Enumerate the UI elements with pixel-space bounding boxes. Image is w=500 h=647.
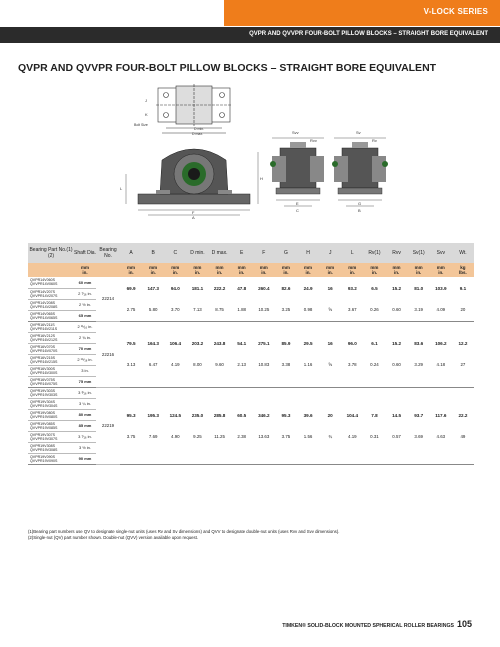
dimension-cell — [408, 387, 430, 464]
dimension-imperial: 0.31 — [370, 433, 379, 439]
subtitle-text: QVPR AND QVVPR FOUR-BOLT PILLOW BLOCKS – STRAIGHT BORE EQUIVALENT — [249, 31, 488, 37]
shaft-dia: 3 in. — [74, 365, 96, 376]
column-header: D max. — [209, 243, 231, 263]
dimension-metric: 104.4 — [346, 412, 359, 418]
part-number: QVPR16V075S QVVPR16V075S — [28, 376, 74, 387]
column-header: Sv(1) — [408, 243, 430, 263]
front-view — [138, 149, 250, 204]
unit-metric: mm — [80, 265, 89, 270]
dimension-metric: 24.9 — [303, 285, 313, 291]
shaft-dia: 2 ¾ in. — [74, 332, 96, 343]
pillow-block-diagram — [120, 82, 390, 232]
table-header-row — [28, 243, 474, 263]
shaft-dia: 3 ⁷⁄₁₆ in. — [74, 431, 96, 442]
column-header: L — [341, 243, 363, 263]
dimension-metric: 285.8 — [213, 412, 226, 418]
part-number: QVPR19V307S QVVPR19V307S — [28, 431, 74, 442]
dimension-metric: 181.1 — [191, 285, 204, 291]
dimension-cell — [319, 277, 341, 321]
dimension-metric: 94.0 — [170, 285, 180, 291]
label-a: A — [192, 215, 195, 220]
page-number: 105 — [456, 619, 472, 629]
dimension-imperial: 3.19 — [414, 306, 423, 312]
dimension-cell — [408, 321, 430, 387]
dimension-cell — [164, 277, 186, 321]
dimension-cell — [408, 277, 430, 321]
part-number: QVPR16V215S QVVPR16V215S — [28, 354, 74, 365]
dimension-cell — [142, 387, 164, 464]
dimension-metric: 29.5 — [303, 341, 313, 346]
dimension-cell — [386, 321, 408, 387]
unit-cell — [408, 263, 430, 277]
dimension-cell — [142, 277, 164, 321]
dimension-cell — [120, 321, 142, 387]
dimension-cell — [275, 277, 297, 321]
unit-metric: mm — [127, 265, 136, 270]
column-header: C — [164, 243, 186, 263]
dimension-metric: 83.6 — [414, 341, 424, 346]
unit-cell — [120, 263, 142, 277]
page-title: QVPR AND QVVPR FOUR-BOLT PILLOW BLOCKS – STRAIGHT BORE EQUIVALENT — [18, 62, 437, 74]
dimension-imperial: 4.19 — [171, 362, 180, 367]
series-title: V-LOCK SERIES — [423, 7, 488, 16]
dimension-imperial: ⅝ — [328, 362, 333, 367]
unit-imperial: in. — [393, 270, 400, 275]
dimension-imperial: ¾ — [328, 433, 333, 439]
part-number: QVPR19V090S QVVPR19V090S — [28, 453, 74, 464]
footer-text: TIMKEN® SOLID-BLOCK MOUNTED SPHERICAL ROLLER BEARINGS — [282, 623, 454, 629]
part-number: QVPR16V070S QVVPR16V070S — [28, 343, 74, 354]
dimension-metric: 203.2 — [191, 341, 204, 346]
dimension-metric: 79.5 — [126, 341, 136, 346]
dimension-cell — [341, 277, 363, 321]
shaft-dia: 85 mm — [74, 420, 96, 431]
label-sv: Sv — [356, 130, 361, 135]
dimension-imperial: 27 — [460, 362, 466, 367]
dimension-cell — [430, 321, 452, 387]
dimension-imperial: 1.88 — [237, 306, 246, 312]
shaft-dia: 90 mm — [74, 453, 96, 464]
dimension-metric: 54.1 — [237, 341, 247, 346]
unit-cell — [164, 263, 186, 277]
unit-cell — [142, 263, 164, 277]
dimension-metric: 147.3 — [147, 285, 159, 291]
dimension-cell — [275, 387, 297, 464]
column-header: Rvv — [386, 243, 408, 263]
dimension-imperial: 20 — [460, 306, 466, 312]
unit-metric: mm — [392, 265, 401, 270]
dimension-imperial: 4.63 — [436, 433, 446, 439]
dimension-metric: 15.2 — [392, 341, 402, 346]
dimension-cell — [386, 277, 408, 321]
unit-metric: mm — [348, 265, 357, 270]
bearing-no: 22219 — [96, 387, 120, 464]
dimension-metric: 95.3 — [281, 412, 291, 418]
dimension-cell — [275, 321, 297, 387]
dimension-cell — [164, 387, 186, 464]
column-header: H — [297, 243, 319, 263]
dimension-metric: 346.2 — [258, 412, 270, 418]
dimension-cell — [209, 387, 231, 464]
unit-metric: mm — [215, 265, 224, 270]
dimension-cell — [430, 387, 452, 464]
bearing-no: 22216 — [96, 321, 120, 387]
column-header: G — [275, 243, 297, 263]
unit-metric: mm — [414, 265, 423, 270]
shaft-dia: 3 ¼ in. — [74, 398, 96, 409]
dimension-cell — [297, 387, 319, 464]
dimension-metric: 243.8 — [213, 341, 226, 346]
unit-cell — [209, 263, 231, 277]
label-rv: Rv — [372, 138, 377, 143]
dimension-cell — [386, 387, 408, 464]
dimension-imperial: 0.26 — [370, 306, 379, 312]
dimension-metric: 47.8 — [237, 285, 247, 291]
dimension-imperial: 4.09 — [436, 306, 446, 312]
dimension-imperial: 0.24 — [370, 362, 379, 367]
dimension-imperial: 0.57 — [392, 433, 401, 439]
dimension-metric: 106.2 — [435, 341, 447, 346]
dimension-metric: 235.0 — [191, 412, 204, 418]
unit-metric: mm — [171, 265, 180, 270]
dimension-metric: 85.9 — [281, 341, 291, 346]
dimension-cell — [341, 321, 363, 387]
label-rvv: Rvv — [310, 138, 317, 143]
column-header: F — [253, 243, 275, 263]
unit-imperial: in. — [261, 270, 267, 275]
dimension-cell — [363, 277, 385, 321]
unit-cell — [231, 263, 253, 277]
label-bolt: Bolt Size — [134, 123, 148, 127]
dimension-imperial: 0.60 — [392, 362, 401, 367]
column-header: B — [142, 243, 164, 263]
dimension-cell — [297, 277, 319, 321]
part-number: QVPR16V211S QVVPR16V211S — [28, 321, 74, 332]
series-bar — [224, 0, 500, 26]
dimension-cell — [231, 277, 253, 321]
table-body — [28, 277, 474, 464]
unit-cell — [297, 263, 319, 277]
dimension-imperial: 3.75 — [281, 433, 291, 439]
dimension-imperial: 3.38 — [281, 362, 291, 367]
part-number: QVPR19V308S QVVPR19V308S — [28, 442, 74, 453]
dimension-cell — [186, 387, 208, 464]
dimension-cell — [341, 387, 363, 464]
label-j: J — [145, 98, 147, 103]
unit-cell — [253, 263, 275, 277]
dimension-cell — [430, 277, 452, 321]
dimension-cell — [319, 387, 341, 464]
unit-metric: kg — [460, 265, 466, 270]
dimension-imperial: 4.90 — [171, 433, 180, 439]
dimension-metric: 103.9 — [435, 285, 447, 291]
dimension-imperial: 2.38 — [237, 433, 246, 439]
shaft-dia: 2 ¹¹⁄₁₆ in. — [74, 321, 96, 332]
column-header: Shaft Dia. — [74, 243, 96, 263]
unit-metric: mm — [326, 265, 335, 270]
dimension-imperial: 3.13 — [126, 362, 136, 367]
dimension-metric: 275.1 — [258, 341, 270, 346]
dimension-metric: 9.1 — [459, 285, 467, 291]
series-header — [0, 0, 500, 26]
unit-imperial: in. — [416, 270, 422, 275]
dimension-metric: 7.8 — [371, 412, 378, 418]
dimension-imperial: 49 — [460, 433, 466, 439]
dimension-metric: 164.3 — [147, 341, 159, 346]
column-header: Bearing Part No.(1)(2) — [28, 243, 74, 263]
shaft-dia: 3 ½ in. — [74, 442, 96, 453]
dimension-cell — [319, 321, 341, 387]
footnote-1: (1)Bearing part numbers use QV to designate single-nut units (uses Rv and Sv dimensions) and QVV to designate double-nut units (uses Rvv and Svv dimensions). — [28, 529, 340, 534]
dimension-cell — [297, 321, 319, 387]
dimension-metric: 15.2 — [392, 285, 402, 291]
dimension-metric: 124.5 — [169, 412, 182, 418]
unit-imperial: lbs. — [459, 270, 467, 275]
label-b: B — [358, 208, 361, 213]
dimension-imperial: 7.13 — [193, 306, 202, 312]
dimension-cell — [186, 321, 208, 387]
unit-imperial: in. — [128, 270, 134, 275]
dimension-imperial: 4.19 — [348, 433, 357, 439]
dimension-imperial: 3.75 — [126, 433, 136, 439]
column-header: J — [319, 243, 341, 263]
dimension-metric: 82.6 — [281, 285, 291, 291]
dimension-metric: 95.3 — [126, 412, 136, 418]
unit-imperial: in. — [349, 270, 355, 275]
column-header: Rv(1) — [363, 243, 385, 263]
column-header: Wt. — [452, 243, 474, 263]
column-header: Svv — [430, 243, 452, 263]
column-header: E — [231, 243, 253, 263]
dimension-imperial: 9.60 — [215, 362, 224, 367]
page-footer — [282, 619, 472, 629]
dimension-cell — [164, 321, 186, 387]
dimension-imperial: 7.69 — [148, 433, 158, 439]
dimension-metric: 12.2 — [458, 341, 468, 346]
part-number: QVPR14V065S QVVPR14V065S — [28, 310, 74, 321]
dimension-imperial: 3.78 — [348, 362, 357, 367]
dimension-cell — [253, 277, 275, 321]
dimension-cell — [452, 387, 474, 464]
unit-cell — [96, 263, 120, 277]
unit-imperial: in. — [82, 270, 88, 275]
dimension-cell — [253, 387, 275, 464]
unit-cell — [363, 263, 385, 277]
dimension-metric: 20 — [327, 412, 333, 418]
dimension-metric: 69.9 — [126, 285, 136, 291]
unit-cell — [186, 263, 208, 277]
part-number: QVPR19V303S QVVPR19V303S — [28, 387, 74, 398]
dimension-metric: 93.7 — [414, 412, 424, 418]
unit-imperial: in. — [327, 270, 333, 275]
dimension-imperial: 3.69 — [414, 433, 423, 439]
part-number: QVPR14V208S QVVPR14V208S — [28, 299, 74, 310]
dimension-imperial: ⅝ — [328, 306, 333, 312]
dimension-cell — [253, 321, 275, 387]
dimension-metric: 22.2 — [458, 412, 468, 418]
dimension-imperial: 11.25 — [214, 433, 225, 439]
unit-metric: mm — [237, 265, 246, 270]
unit-imperial: in. — [305, 270, 311, 275]
dimension-imperial: 5.80 — [148, 306, 158, 312]
shaft-dia: 2 ⁷⁄₁₆ in. — [74, 288, 96, 299]
dimension-imperial: 10.83 — [258, 362, 270, 367]
label-h: H — [260, 176, 263, 181]
dimension-metric: 93.2 — [347, 285, 357, 291]
part-number: QVPR16V300S QVVPR16V300S — [28, 365, 74, 376]
dimension-cell — [452, 321, 474, 387]
shaft-dia: 3 ³⁄₁₆ in. — [74, 387, 96, 398]
part-number: QVPR19V085S QVVPR19V085S — [28, 420, 74, 431]
label-svv: Svv — [292, 130, 299, 135]
table-row — [28, 387, 474, 398]
unit-cell — [275, 263, 297, 277]
part-number: QVPR19V080S QVVPR19V080S — [28, 409, 74, 420]
unit-metric: mm — [436, 265, 445, 270]
dimension-imperial: 8.75 — [215, 306, 224, 312]
unit-imperial: in. — [194, 270, 201, 275]
dimension-cell — [231, 321, 253, 387]
dimension-metric: 39.6 — [303, 412, 313, 418]
unit-metric: mm — [281, 265, 290, 270]
label-d-max: D max. — [192, 132, 204, 136]
shaft-dia: 65 mm — [74, 310, 96, 321]
dimension-metric: 106.4 — [169, 341, 182, 346]
dimension-metric: 195.3 — [147, 412, 159, 418]
label-e: E — [296, 201, 299, 206]
unit-metric: mm — [259, 265, 268, 270]
dimension-imperial: 0.98 — [303, 306, 313, 312]
dimension-imperial: 8.00 — [193, 362, 202, 367]
dimension-cell — [231, 387, 253, 464]
unit-imperial: in. — [283, 270, 289, 275]
dimension-imperial: 1.16 — [303, 362, 313, 367]
dimension-imperial: 9.25 — [193, 433, 202, 439]
label-f: F — [192, 210, 195, 215]
column-header: A — [120, 243, 142, 263]
side-view-double — [332, 142, 388, 194]
dimension-cell — [363, 321, 385, 387]
dimension-metric: 96.0 — [347, 341, 357, 346]
unit-imperial: in. — [239, 270, 245, 275]
bearing-no: 22214 — [96, 277, 120, 321]
shaft-dia: 60 mm — [74, 277, 96, 288]
dimension-cell — [363, 387, 385, 464]
part-number: QVPR16V212S QVVPR16V212S — [28, 332, 74, 343]
dimension-cell — [142, 321, 164, 387]
label-c: C — [296, 208, 299, 213]
dimension-metric: 16 — [327, 285, 333, 291]
footnote-2: (2)Single-nut (QV) part number shown. Double-nut (QVV) version available upon request. — [28, 535, 199, 540]
dimension-imperial: 13.63 — [258, 433, 270, 439]
subtitle-bar — [0, 27, 500, 43]
dimension-imperial: 10.25 — [258, 306, 270, 312]
label-k: K — [145, 112, 148, 117]
column-header: Bearing No. — [96, 243, 120, 263]
unit-cell — [341, 263, 363, 277]
unit-cell — [28, 263, 74, 277]
dimension-imperial: 6.47 — [148, 362, 158, 367]
dimension-cell — [120, 387, 142, 464]
unit-cell — [386, 263, 408, 277]
dimension-metric: 6.1 — [371, 341, 378, 346]
dimension-metric: 222.2 — [213, 285, 226, 291]
table-row — [28, 321, 474, 332]
dimension-cell — [120, 277, 142, 321]
dimension-metric: 260.4 — [258, 285, 270, 291]
dimension-metric: 117.6 — [435, 412, 447, 418]
shaft-dia: 70 mm — [74, 343, 96, 354]
footnotes — [28, 529, 339, 541]
label-d-min: D min. — [194, 127, 205, 131]
part-number: QVPR14V207S QVVPR14V207S — [28, 288, 74, 299]
unit-metric: mm — [304, 265, 313, 270]
dimensions-table — [28, 243, 474, 465]
dimension-metric: 81.0 — [414, 285, 424, 291]
column-header: D min. — [186, 243, 208, 263]
unit-cell — [452, 263, 474, 277]
top-view — [156, 84, 232, 133]
dimension-metric: 60.5 — [237, 412, 247, 418]
shaft-dia: 75 mm — [74, 376, 96, 387]
unit-imperial: in. — [150, 270, 156, 275]
dimension-metric: 16 — [327, 341, 333, 346]
unit-imperial: in. — [371, 270, 378, 275]
unit-imperial: in. — [216, 270, 223, 275]
dimension-cell — [186, 277, 208, 321]
unit-metric: mm — [370, 265, 379, 270]
dimension-imperial: 3.25 — [281, 306, 291, 312]
dimension-imperial: 2.13 — [237, 362, 246, 367]
table-row — [28, 277, 474, 288]
shaft-dia: 80 mm — [74, 409, 96, 420]
label-l: L — [120, 186, 123, 191]
unit-imperial: in. — [172, 270, 178, 275]
shaft-dia: 2 ¹⁵⁄₁₆ in. — [74, 354, 96, 365]
dimension-metric: 6.5 — [371, 285, 378, 291]
dimension-imperial: 0.60 — [392, 306, 401, 312]
part-number: QVPR14V060S QVVPR14V060S — [28, 277, 74, 288]
dimension-cell — [452, 277, 474, 321]
dimension-imperial: 2.75 — [126, 306, 136, 312]
dimension-imperial: 4.18 — [436, 362, 446, 367]
dimension-imperial: 3.29 — [414, 362, 423, 367]
unit-cell — [319, 263, 341, 277]
dimension-imperial: 1.56 — [303, 433, 313, 439]
unit-metric: mm — [193, 265, 202, 270]
unit-imperial: in. — [438, 270, 444, 275]
side-view-single — [270, 142, 324, 194]
part-number: QVPR19V304S QVVPR19V304S — [28, 398, 74, 409]
label-g: G — [358, 201, 362, 206]
table-units-row — [28, 263, 474, 277]
unit-metric: mm — [149, 265, 158, 270]
dimension-imperial: 3.67 — [348, 306, 357, 312]
unit-cell — [430, 263, 452, 277]
dimension-imperial: 3.70 — [171, 306, 180, 312]
dimension-cell — [209, 277, 231, 321]
shaft-dia: 2 ½ in. — [74, 299, 96, 310]
unit-cell — [74, 263, 96, 277]
dimension-cell — [209, 321, 231, 387]
dimension-metric: 14.5 — [392, 412, 402, 418]
